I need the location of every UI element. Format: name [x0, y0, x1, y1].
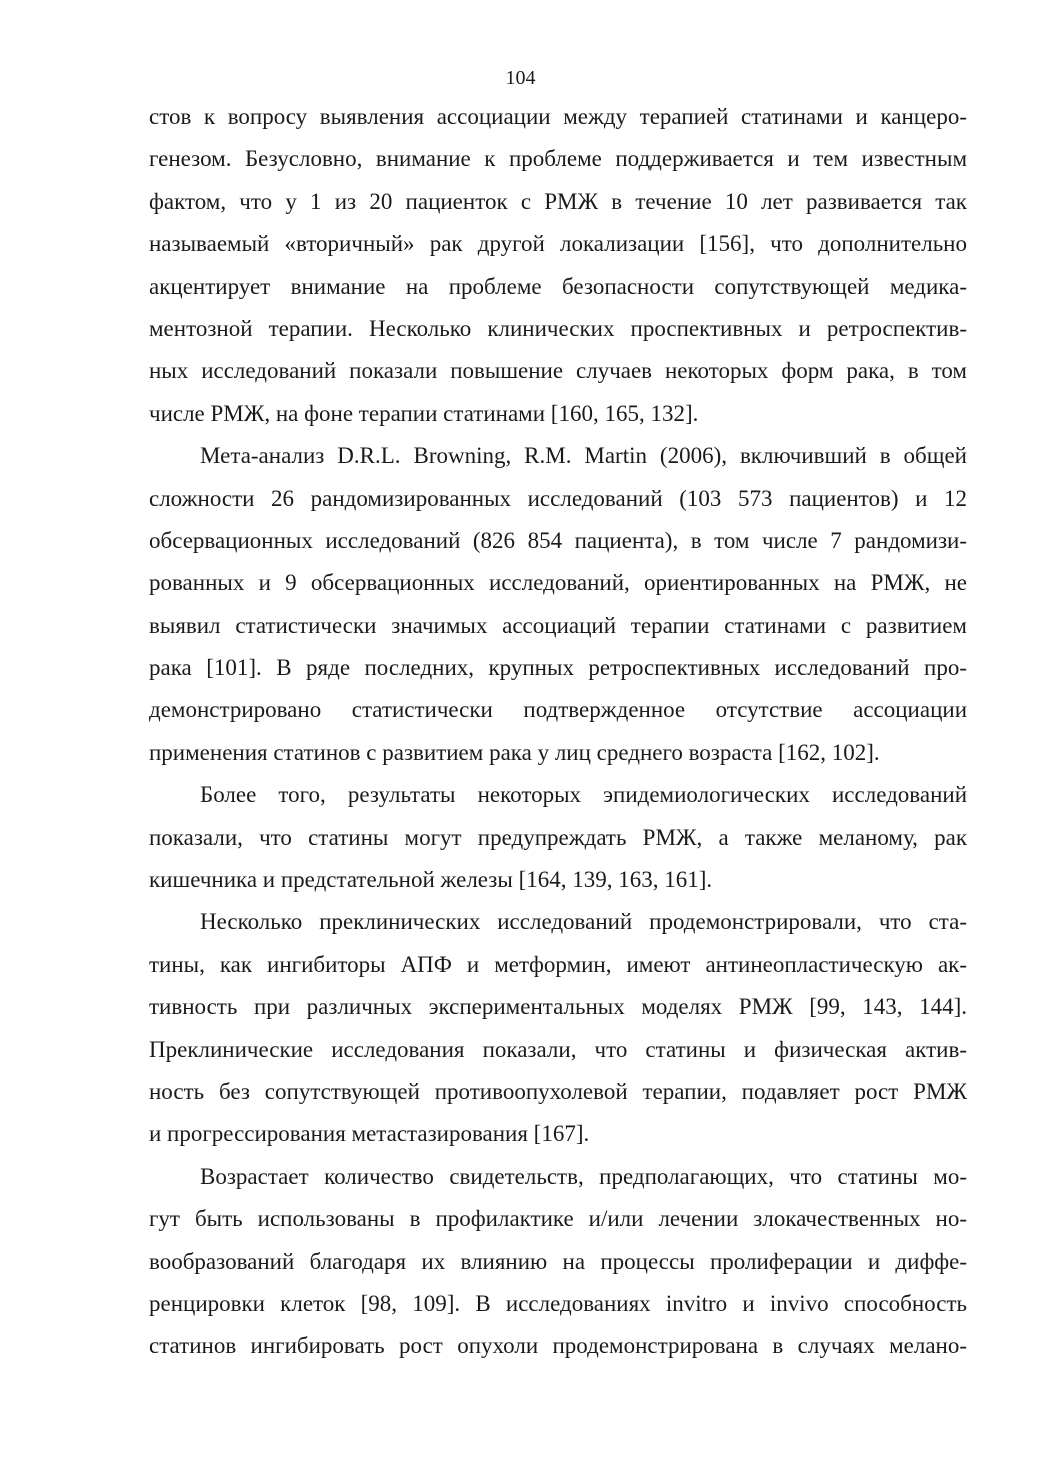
text-line: ментозной терапии. Несколько клинических проспективных и ретроспектив- [149, 315, 967, 341]
text-line: акцентирует внимание на проблеме безопасности сопутствующей медика- [149, 273, 967, 299]
text-line: гут быть использованы в профилактике и/или лечении злокачественных но- [149, 1206, 967, 1232]
text-line: вообразований благодаря их влиянию на процессы пролиферации и диффе- [149, 1248, 967, 1274]
text-line: демонстрировано статистически подтвержденное отсутствие ассоциации [149, 697, 967, 723]
text-line: выявил статистически значимых ассоциаций терапии статинами с развитием [149, 612, 967, 638]
page-number: 104 [505, 67, 536, 89]
text-line: и прогрессирования метастазирования [167]. [149, 1121, 590, 1147]
text-line: рованных и 9 обсервационных исследований, ориентированных на РМЖ, не [149, 570, 967, 596]
text-line: тины, как ингибиторы АПФ и метформин, имеют антинеопластическую ак- [149, 951, 967, 977]
text-line: Несколько преклинических исследований продемонстрировали, что ста- [200, 909, 967, 935]
text-line: кишечника и предстательной железы [164, 139, 163, 161]. [149, 867, 713, 893]
text-line: ных исследований показали повышение случаев некоторых форм рака, в том [149, 358, 967, 384]
text-line: ность без сопутствующей противоопухолевой терапии, подавляет рост РМЖ [149, 1078, 967, 1104]
text-line: называемый «вторичный» рак другой локализации [156], что дополнительно [149, 231, 967, 257]
text-line: Мета-анализ D.R.L. Browning, R.M. Martin (2006), включивший в общей [200, 443, 967, 469]
text-line: Более того, результаты некоторых эпидемиологических исследований [200, 782, 967, 808]
text-line: фактом, что у 1 из 20 пациенток с РМЖ в течение 10 лет развивается так [149, 188, 967, 214]
text-line: Возрастает количество свидетельств, предполагающих, что статины мо- [200, 1163, 967, 1189]
text-line: числе РМЖ, на фоне терапии статинами [160, 165, 132]. [149, 400, 699, 426]
body-text [149, 96, 967, 1368]
text-line: генезом. Безусловно, внимание к проблеме поддерживается и тем известным [149, 146, 967, 172]
text-line: обсервационных исследований (826 854 пациента), в том числе 7 рандомизи- [149, 527, 967, 553]
text-line: ренцировки клеток [98, 109]. В исследованиях invitro и invivo способность [149, 1290, 967, 1316]
text-line: стов к вопросу выявления ассоциации между терапией статинами и канцеро- [149, 104, 967, 129]
text-line: рака [101]. В ряде последних, крупных ретроспективных исследований про- [149, 655, 967, 681]
text-line: сложности 26 рандомизированных исследований (103 573 пациентов) и 12 [149, 485, 967, 511]
text-line: статинов ингибировать рост опухоли продемонстрирована в случаях мелано- [149, 1333, 967, 1359]
text-line: Преклинические исследования показали, что статины и физическая актив- [149, 1036, 967, 1062]
text-line: применения статинов с развитием рака у лиц среднего возраста [162, 102]. [149, 739, 880, 765]
text-line: показали, что статины могут предупреждать РМЖ, а также меланому, рак [149, 824, 967, 850]
text-line: тивность при различных экспериментальных моделях РМЖ [99, 143, 144]. [149, 994, 967, 1020]
